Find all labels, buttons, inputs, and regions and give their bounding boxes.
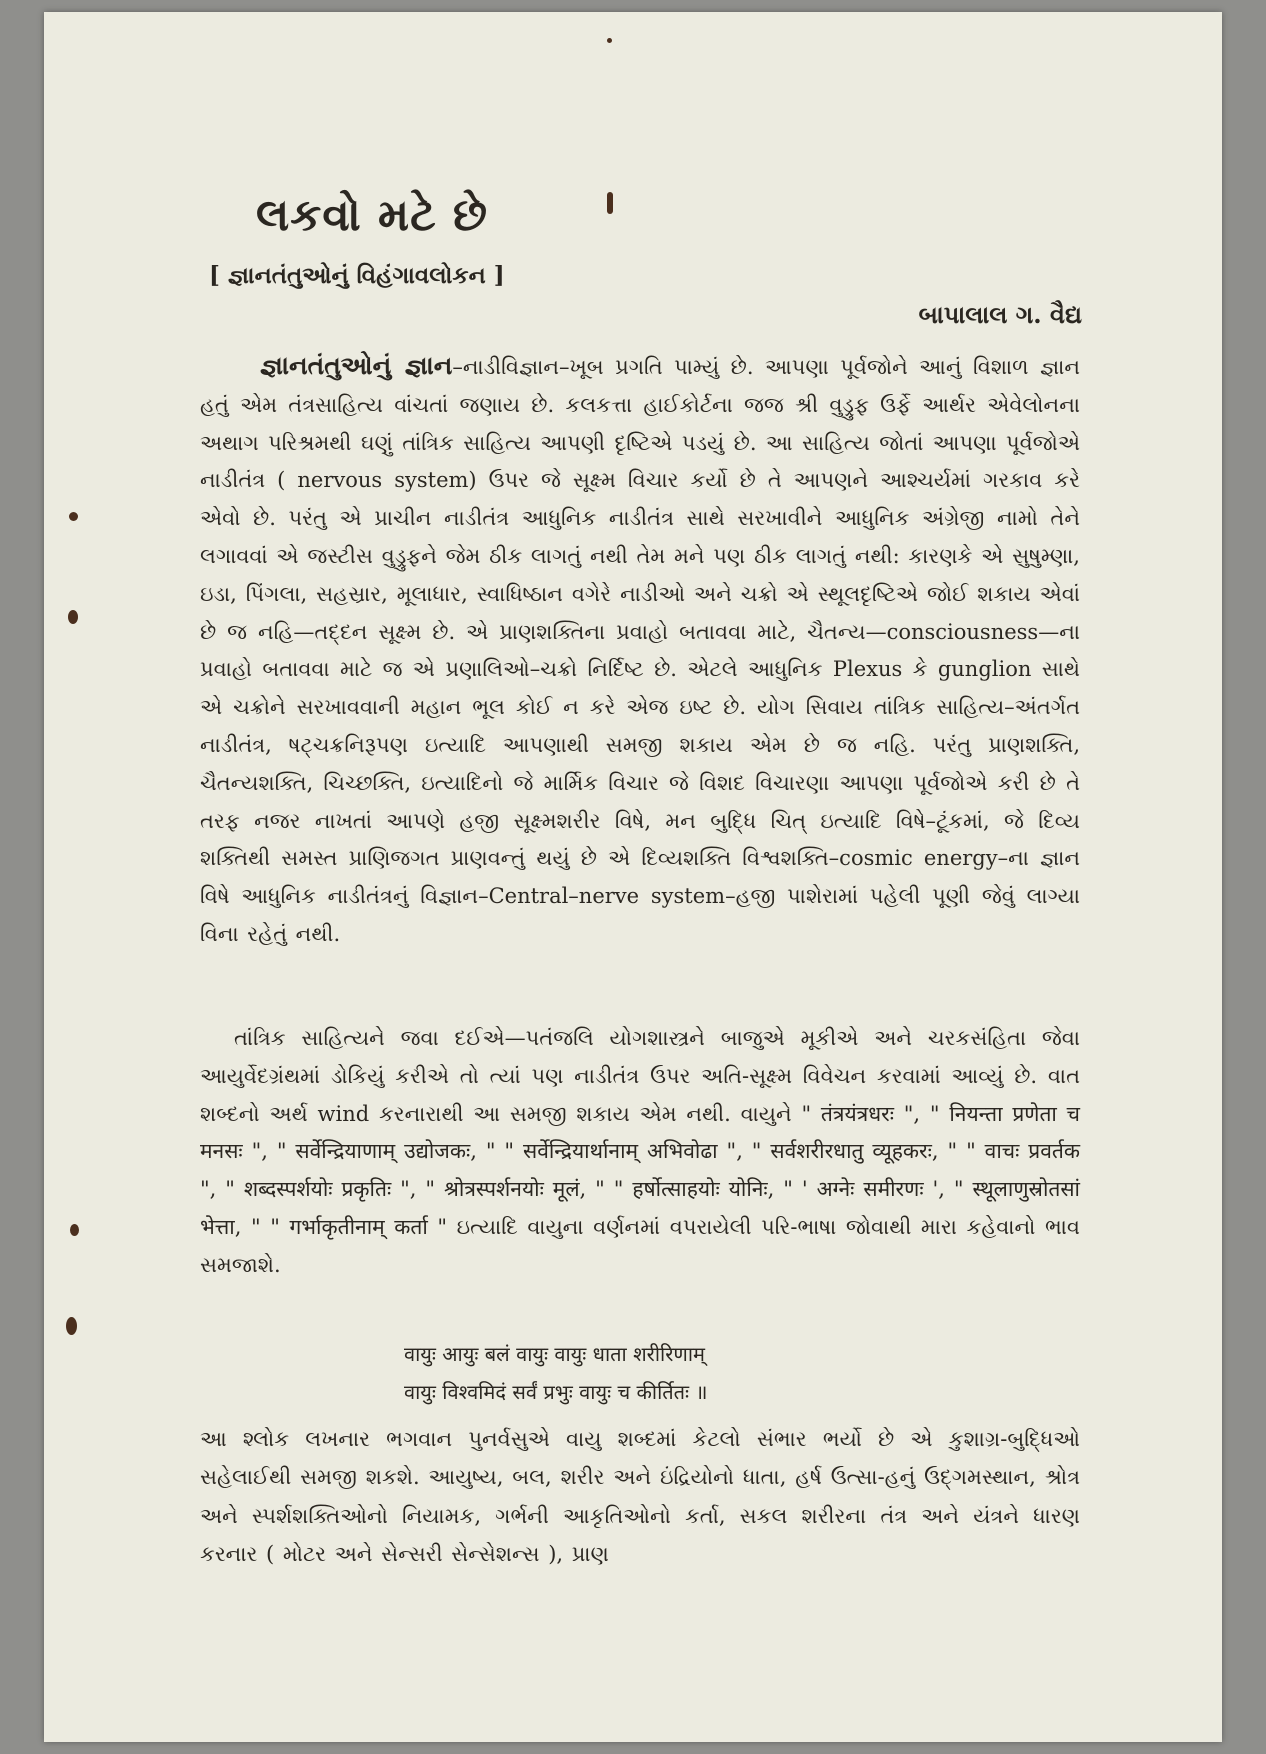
verse-line: वायुः आयुः बलं वायुः वायुः धाता शरीरिणाम् [404, 1342, 706, 1366]
sanskrit-verse [404, 1335, 707, 1411]
ink-speck [69, 512, 78, 521]
ink-speck [66, 1317, 77, 1335]
ink-speck [68, 610, 78, 624]
paragraph [200, 347, 1080, 954]
ink-speck [70, 1224, 79, 1236]
ink-speck [607, 192, 613, 214]
paragraph-lead: જ્ઞાનતંતુઓનું જ્ઞાન [260, 351, 453, 380]
article-subtitle: [ જ્ઞાનતંતુઓનું વિહંગાવલોકન ] [209, 262, 505, 289]
verse-line: वायुः विश्वमिदं सर्वं प्रभुः वायुः च कीर्तितः ॥ [404, 1380, 708, 1404]
scanned-page [44, 12, 1222, 1742]
paragraph-text: –નાડીવિજ્ઞાન–ખૂબ પ્રગતિ પામ્યું છે. આપણા પૂર્વજોને આનું વિશાળ જ્ઞાન હતું એમ તંત્રસાહિત્ય વાંચતાં જણાય છે. કલકત્તા હાઈકોર્ટના જજ શ્રી વુડ્રુફ ઉર્ફે આર્થર એવેલોનના અથાગ પરિશ્રમથી ઘણું તાંત્રિક સાહિત્ય આપણી દૃષ્ટિએ પડયું છે. આ સાહિત્ય જોતાં આપણા પૂર્વજોએ નાડીતંત્ર ( nervous system) ઉપર જે સૂક્ષ્મ વિચાર કર્યો છે તે આપણને આશ્ચર્યમાં ગરકાવ કરે એવો છે. પરંતુ એ પ્રાચીન નાડીતંત્ર આધુનિક નાડીતંત્ર સાથે સરખાવીને આધુનિક અંગ્રેજી નામો તેને લગાવવાં એ જસ્ટીસ વુડ્રુફને જેમ ઠીક લાગતું નથી તેમ મને પણ ઠીક લાગતું નથી: કારણકે એ સુષુમ્ણા, ઇડા, પિંગલા, સહસ્રાર, મૂલાધાર, સ્વાધિષ્ઠાન વગેરે નાડીઓ અને ચક્રો એ સ્થૂલદૃષ્ટિએ જોઈ શકાય એવાં છે જ નહિ—તદ્દન સૂક્ષ્મ છે. એ પ્રાણશક્તિના પ્રવાહો બતાવવા માટે, ચૈતન્ય—consciousness—ના પ્રવાહો બતાવવા માટે જ એ પ્રણાલિઓ–ચક્રો નિર્દિષ્ટ છે. એટલે આધુનિક Plexus કે gunglion સાથે એ ચક્રોને સરખાવવાની મહાન ભૂલ કોઈ ન કરે એજ ઇષ્ટ છે. યોગ સિવાય તાંત્રિક સાહિત્ય–અંતર્ગત નાડીતંત્ર, ષટ્ચક્રનિરૂપણ ઇત્યાદિ આપણાથી સમજી શકાય એમ છે જ નહિ. પરંતુ પ્રાણશક્તિ, ચૈતન્યશક્તિ, ચિચ્છક્તિ, ઇત્યાદિનો જે માર્મિક વિચાર જે વિશદ વિચારણા આપણા પૂર્વજોએ કરી છે તે તરફ નજર નાખતાં આપણે હજી સૂક્ષ્મશરીર વિષે, મન બુદ્ધિ ચિત્ ઇત્યાદિ વિષે–ટૂંકમાં, જે દિવ્ય શક્તિથી સમસ્ત પ્રાણિજગત પ્રાણવન્તું થયું છે એ દિવ્યશક્તિ વિશ્વશક્તિ–cosmic energy–ના જ્ઞાન વિષે આધુનિક નાડીતંત્રનું વિજ્ઞાન–Central–nerve system–હજી પાશેરામાં પહેલી પૂણી જેવું લાગ્યા વિના રહેતું નથી. [200, 355, 1081, 946]
paragraph: આ શ્લોક લખનાર ભગવાન પુનર્વસુએ વાયુ શબ્દમાં કેટલો સંભાર ભર્યો છે એ કુશાગ્ર-બુદ્ધિઓ સહેલાઈથી સમજી શકશે. આયુષ્ય, બલ, શરીર અને ઇંદ્રિયોનો ધાતા, હર્ષ ઉત્સા-હનું ઉદ્ગમસ્થાન, શ્રોત્ર અને સ્પર્શશક્તિઓનો નિયામક, ગર્ભની આકૃતિઓનો કર્તા, સકલ શરીરના તંત્ર અને યંત્રને ધારણ કરનાર ( મોટર અને સેન્સરી સેન્સેશન્સ ), પ્રાણ [200, 1427, 1080, 1567]
ink-speck [607, 38, 612, 43]
article-title: લકવો મટે છે [256, 190, 489, 241]
paragraph: તાંત્રિક સાહિત્યને જવા દઈએ—પતંજલિ યોગશાસ્ત્રને બાજુએ મૂકીએ અને ચરકસંહિતા જેવા આયુર્વેદગ્રંથમાં ડોકિયું કરીએ તો ત્યાં પણ નાડીતંત્ર ઉપર અતિ-સૂક્ષ્મ વિવેચન કરવામાં આવ્યું છે. વાત શબ્દનો અર્થ wind કરનારાથી આ સમજી શકાય એમ નથી. વાયુને " तंत्रयंत्रधरः ", " नियन्ता प्रणेता च मनसः ", " सर्वेन्द्रियाणाम् उद्योजकः, " " सर्वेन्द्रियार्थानाम् अभिवोढा ", " सर्वशरीरधातु व्यूहकरः, " " वाचः प्रवर्तक ", " शब्दस्पर्शयोः प्रकृतिः ", " श्रोत्रस्पर्शनयोः मूलं, " " हर्षोत्साहयोः योनिः, " ' अग्नेः समीरणः ', " स्थूलाणुस्रोतसां भेत्ता, " " गर्भाकृतीनाम् कर्ता " ઇત્યાદિ વાયુના વર્ણનમાં વપરાયેલી પરિ-ભાષા જોવાથી મારા કહેવાનો ભાવ સમજાશે. [200, 1026, 1080, 1277]
author-name: બાપાલાલ ગ. વૈદ્ય [918, 300, 1082, 329]
